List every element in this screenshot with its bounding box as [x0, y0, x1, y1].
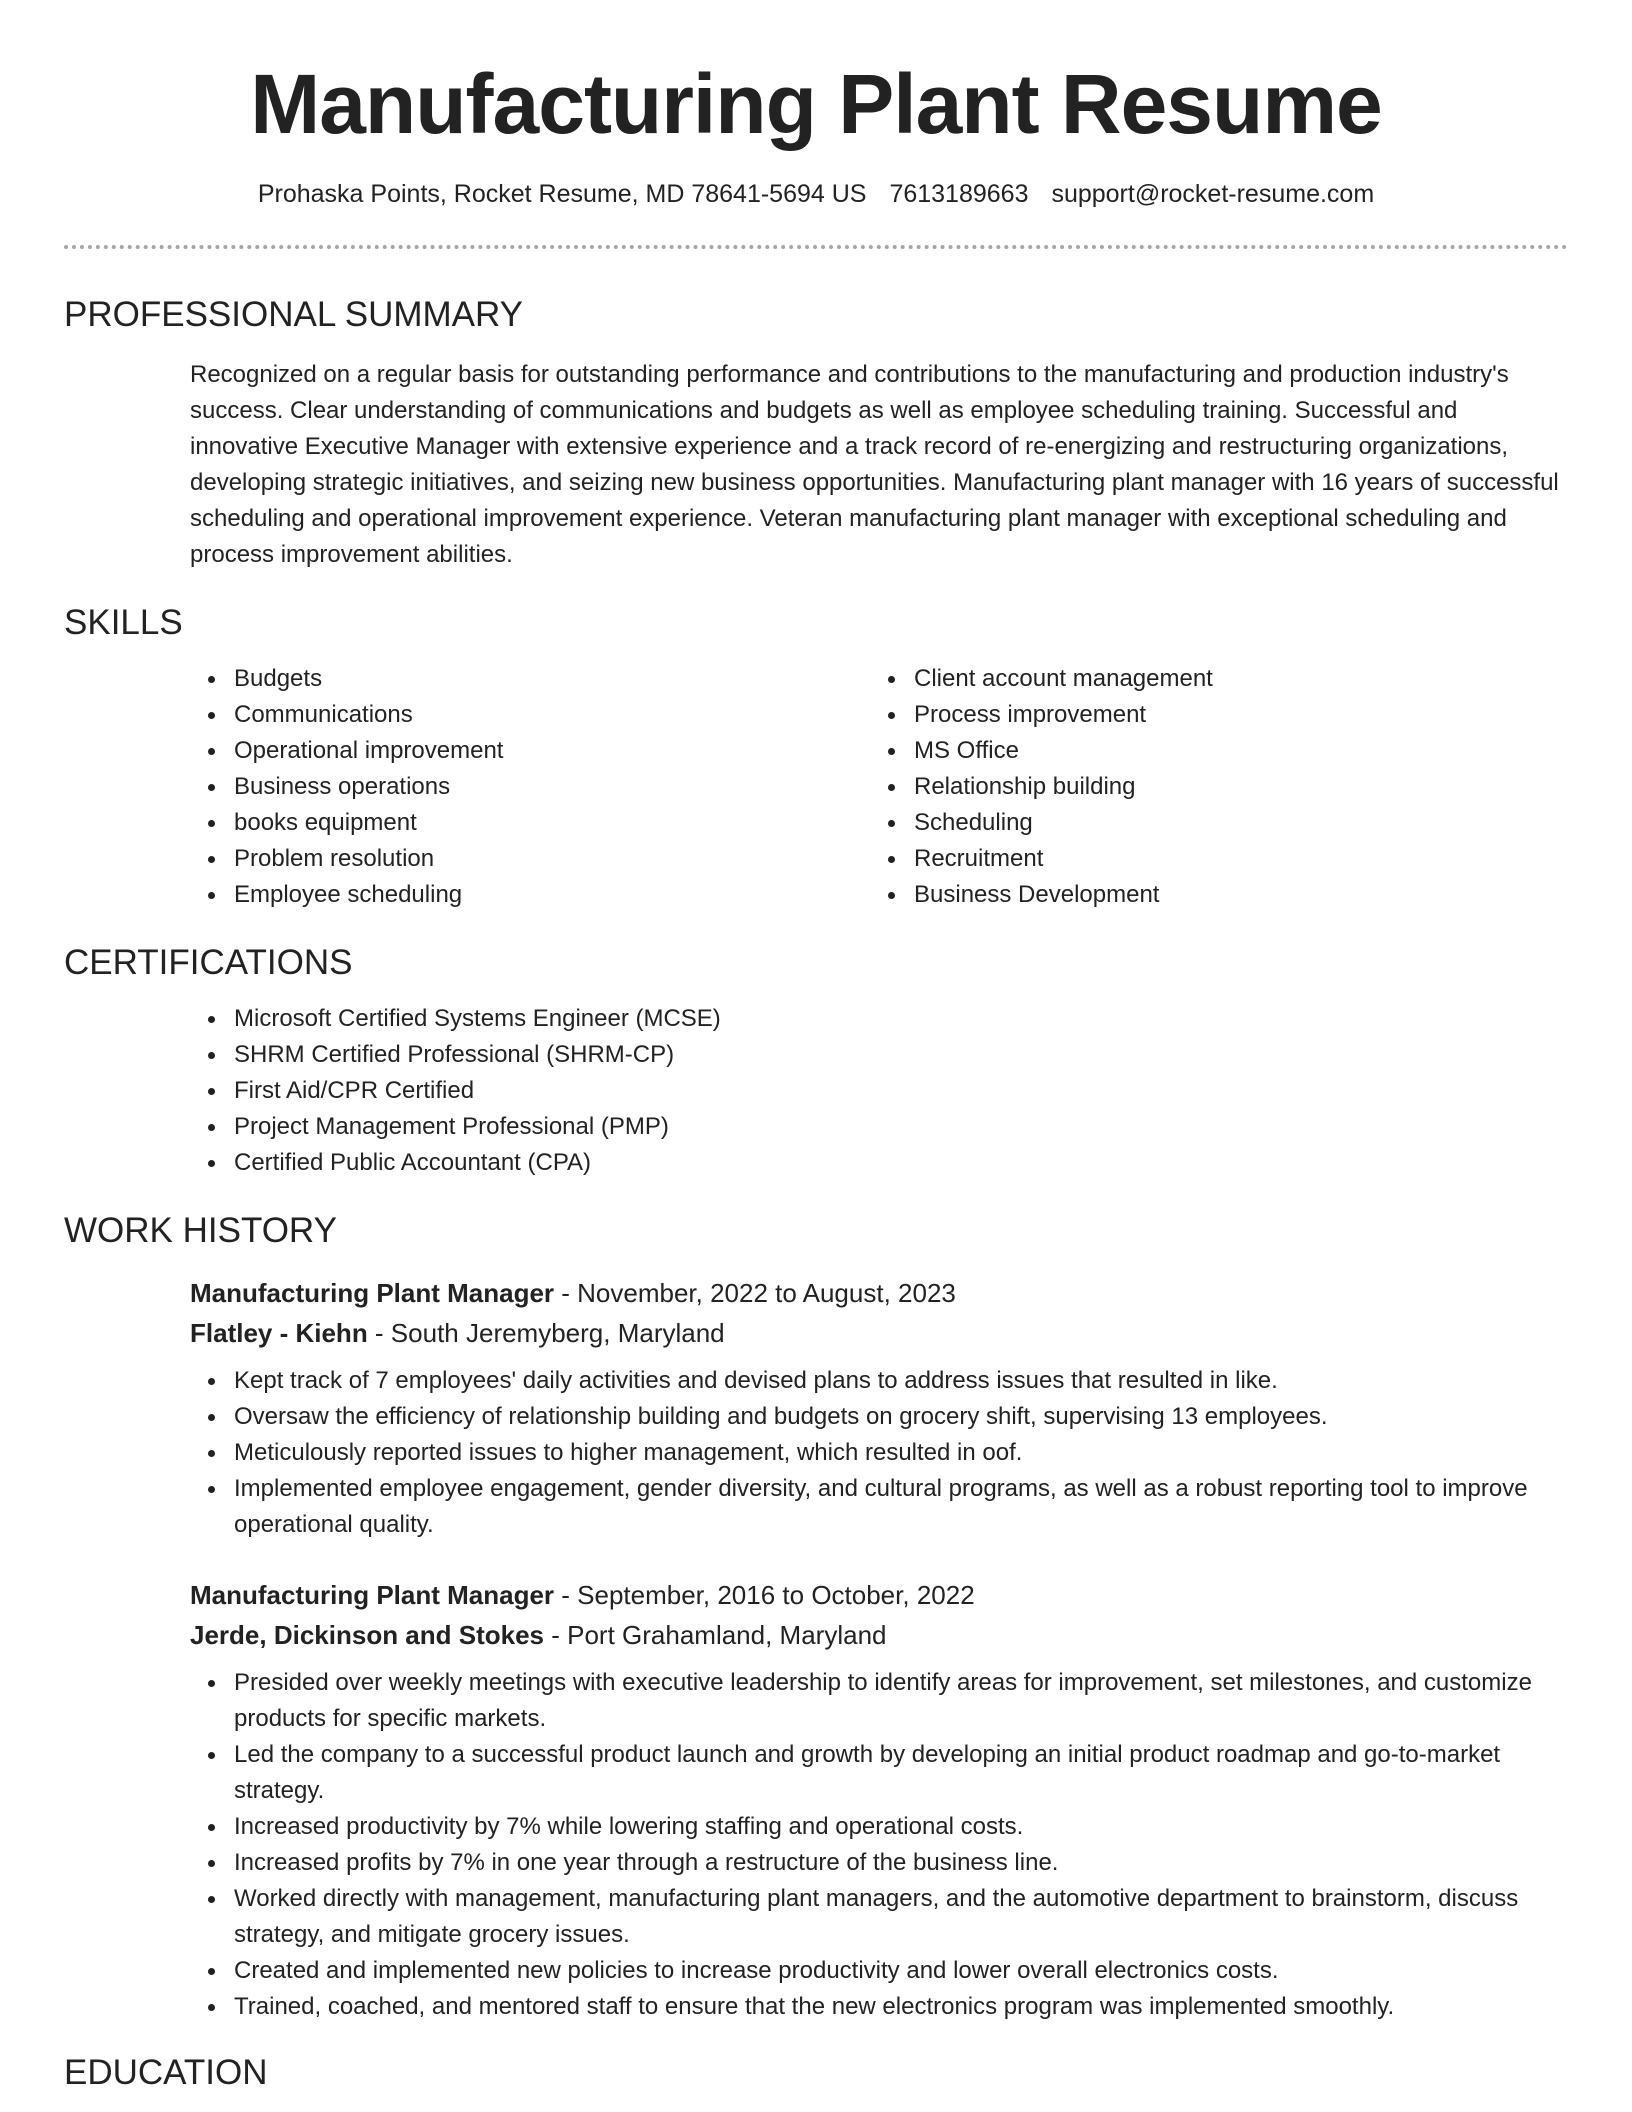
certification-item: Project Management Professional (PMP): [190, 1109, 1568, 1145]
job-location: - Port Grahamland, Maryland: [544, 1620, 887, 1650]
certification-item: Certified Public Accountant (CPA): [190, 1145, 1568, 1181]
contact-line: [64, 180, 1568, 209]
job-bullet: Worked directly with management, manufacturing plant managers, and the automotive department to brainstorm, discuss strategy, and mitigate grocery issues.: [190, 1881, 1568, 1953]
skill-item: Problem resolution: [190, 841, 870, 877]
summary-text: Recognized on a regular basis for outstanding performance and contributions to the manufacturing and production industry's success. Clear understanding of communications and budgets as well as employee scheduling training. Successful and innovative Executive Manager with extensive experience and a track record of re-energizing and restructuring organizations, developing strategic initiatives, and seizing new business opportunities. Manufacturing plant manager with 16 years of successful scheduling and operational improvement experience. Veteran manufacturing plant manager with exceptional scheduling and process improvement abilities.: [190, 361, 1559, 568]
resume-title: Manufacturing Plant Resume: [250, 57, 1382, 151]
education-heading: EDUCATION: [64, 2053, 268, 2092]
job-title: Manufacturing Plant Manager: [190, 1278, 555, 1308]
skill-item: Employee scheduling: [190, 877, 870, 913]
summary-heading: PROFESSIONAL SUMMARY: [64, 295, 523, 334]
skill-item: Scheduling: [870, 805, 1550, 841]
header-divider: [64, 245, 1568, 249]
skill-item: Communications: [190, 697, 870, 733]
certification-item: Microsoft Certified Systems Engineer (MCSE): [190, 1001, 1568, 1037]
job-bullet: Increased profits by 7% in one year through a restructure of the business line.: [190, 1845, 1568, 1881]
skill-item: Process improvement: [870, 697, 1550, 733]
certification-item: SHRM Certified Professional (SHRM-CP): [190, 1037, 1568, 1073]
skills-heading: SKILLS: [64, 603, 183, 642]
job-bullets: [190, 1665, 1568, 2025]
job-bullet: Kept track of 7 employees' daily activities and devised plans to address issues that resulted in like.: [190, 1363, 1568, 1399]
job-entry: [190, 1575, 1568, 2025]
contact-address: Prohaska Points, Rocket Resume, MD 78641-5694 US: [257, 180, 867, 208]
job-bullet: Oversaw the efficiency of relationship building and budgets on grocery shift, supervising 13 employees.: [190, 1399, 1568, 1435]
contact-phone: 7613189663: [889, 180, 1029, 208]
job-bullet: Implemented employee engagement, gender diversity, and cultural programs, as well as a robust reporting tool to improve operational quality.: [190, 1471, 1568, 1543]
skill-item: Business Development: [870, 877, 1550, 913]
skill-item: Recruitment: [870, 841, 1550, 877]
skills-column-left: [190, 661, 870, 913]
job-company: Jerde, Dickinson and Stokes: [190, 1620, 545, 1650]
skill-item: books equipment: [190, 805, 870, 841]
job-bullet: Presided over weekly meetings with executive leadership to identify areas for improvement, set milestones, and customize products for specific markets.: [190, 1665, 1568, 1737]
skill-item: Business operations: [190, 769, 870, 805]
job-dates: - November, 2022 to August, 2023: [554, 1278, 956, 1308]
job-title-line: [190, 1273, 1568, 1313]
contact-email: support@rocket-resume.com: [1051, 180, 1375, 208]
job-bullet: Created and implemented new policies to increase productivity and lower overall electronics costs.: [190, 1953, 1568, 1989]
skill-item: Operational improvement: [190, 733, 870, 769]
job-bullet: Increased productivity by 7% while lowering staffing and operational costs.: [190, 1809, 1568, 1845]
skill-item: Relationship building: [870, 769, 1550, 805]
job-bullet: Meticulously reported issues to higher management, which resulted in oof.: [190, 1435, 1568, 1471]
job-location: - South Jeremyberg, Maryland: [367, 1318, 725, 1348]
certification-item: First Aid/CPR Certified: [190, 1073, 1568, 1109]
skills-column-right: [870, 661, 1550, 913]
job-bullet: Led the company to a successful product launch and growth by developing an initial product roadmap and go-to-market strategy.: [190, 1737, 1568, 1809]
job-company: Flatley - Kiehn: [190, 1318, 368, 1348]
skills-list: [190, 661, 1568, 913]
job-entry: [190, 1273, 1568, 1543]
job-dates: - September, 2016 to October, 2022: [554, 1580, 975, 1610]
job-title-line: [190, 1575, 1568, 1615]
job-company-line: [190, 1313, 1568, 1353]
job-bullets: [190, 1363, 1568, 1543]
skill-item: MS Office: [870, 733, 1550, 769]
job-bullet: Trained, coached, and mentored staff to ensure that the new electronics program was implemented smoothly.: [190, 1989, 1568, 2025]
work-history-heading: WORK HISTORY: [64, 1211, 337, 1250]
job-title: Manufacturing Plant Manager: [190, 1580, 555, 1610]
certifications-heading: CERTIFICATIONS: [64, 943, 353, 982]
skill-item: Budgets: [190, 661, 870, 697]
certifications-list: [190, 1001, 1568, 1181]
job-company-line: [190, 1615, 1568, 1655]
skill-item: Client account management: [870, 661, 1550, 697]
